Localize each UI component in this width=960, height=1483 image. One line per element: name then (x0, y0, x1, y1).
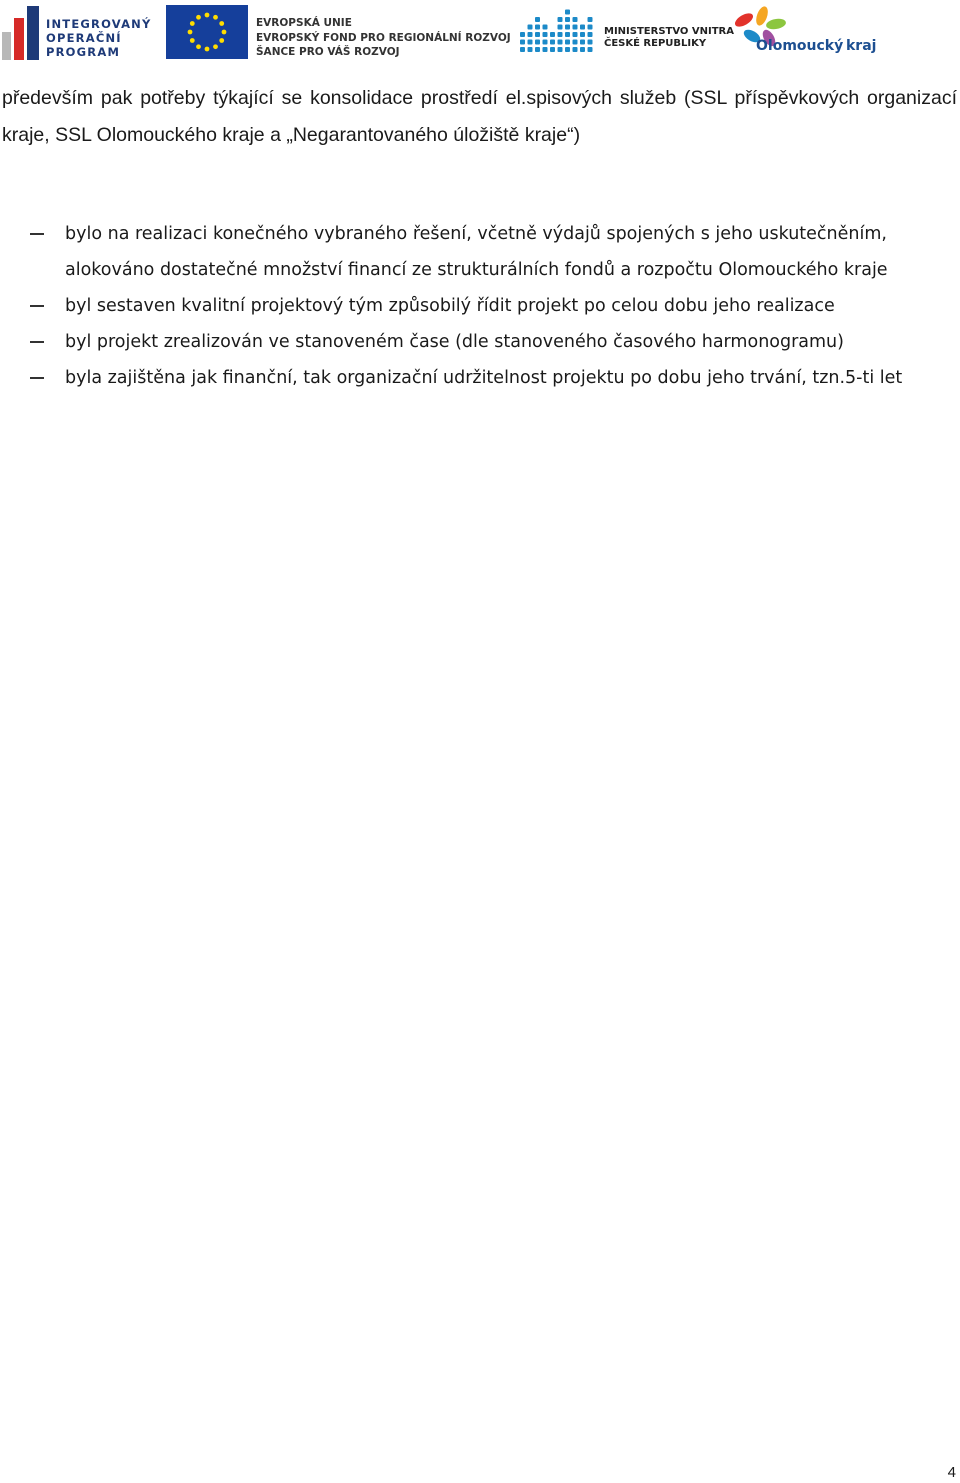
eu-logo-text-3: ŠANCE PRO VÁŠ ROZVOJ (256, 46, 400, 58)
dash-bullet-icon (30, 377, 44, 379)
intro-paragraph (2, 80, 957, 154)
mv-logo (520, 6, 734, 58)
page-number: 4 (947, 1464, 956, 1481)
intro-line-2: kraje, SSL Olomouckého kraje a „Negarantovaného úložiště kraje“) (2, 124, 581, 146)
intro-line-1: především pak potřeby týkající se konsolidace prostředí el.spisových služeb (SSL příspěvkových organizací (2, 87, 957, 109)
list-item-text: alokováno dostatečné množství financí ze strukturálních fondů a rozpočtu Olomouckého kraje (65, 260, 888, 280)
list-item-text: bylo na realizaci konečného vybraného řešení, včetně výdajů spojených s jeho uskutečněním, (65, 224, 887, 244)
ok-logo-name: Olomoucký (756, 38, 844, 54)
mv-emblem-icon (520, 10, 593, 53)
list-item (0, 252, 940, 288)
eu-logo-text-2: EVROPSKÝ FOND PRO REGIONÁLNÍ ROZVOJ (256, 32, 511, 44)
list-item-text: byla zajištěna jak finanční, tak organizační udržitelnost projektu po dobu jeho trvání, tzn.5-ti let (65, 368, 903, 388)
iop-logo-text-2: OPERAČNÍ (46, 31, 122, 45)
mv-logo-text-2: ČESKÉ REPUBLIKY (604, 38, 707, 49)
dash-bullet-icon (30, 305, 44, 307)
iop-logo (0, 4, 150, 62)
logo-bar (0, 0, 960, 66)
iop-logo-text-1: INTEGROVANÝ (46, 17, 152, 31)
list-item (0, 288, 940, 324)
iop-logo-text-3: PROGRAM (46, 45, 121, 59)
olomoucky-kraj-logo (724, 6, 884, 60)
list-item (0, 360, 940, 396)
dash-bullet-icon (30, 233, 44, 235)
mv-logo-text-1: MINISTERSTVO VNITRA (604, 26, 734, 37)
eu-logo (166, 5, 511, 59)
list-item-text: byl sestaven kvalitní projektový tým způsobilý řídit projekt po celou dobu jeho realizace (65, 296, 835, 316)
eu-logo-text-1: EVROPSKÁ UNIE (256, 17, 352, 29)
list-item (0, 324, 940, 360)
list-item-text: byl projekt zrealizován ve stanoveném čase (dle stanoveného časového harmonogramu) (65, 332, 844, 352)
dash-bullet-icon (30, 341, 44, 343)
ok-logo-kraj: kraj (846, 38, 877, 54)
bullet-list (0, 216, 940, 396)
list-item (0, 216, 940, 252)
